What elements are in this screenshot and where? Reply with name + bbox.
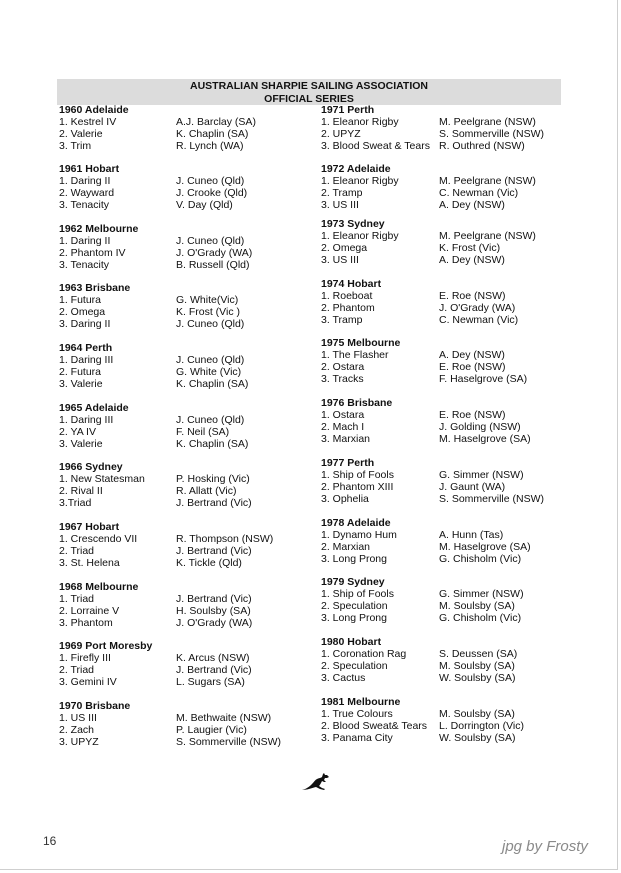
boat-placing: 1. Dynamo Hum (321, 529, 397, 541)
boat-placing: 2. Phantom IV (59, 247, 126, 259)
championship-title: 1970 Brisbane (59, 700, 131, 712)
championship-entry (59, 640, 319, 688)
boat-placing: 1. Daring II (59, 175, 111, 187)
skipper-name: J. O'Grady (WA) (439, 302, 516, 314)
boat-placing: 3. US III (321, 254, 359, 266)
boat-placing: 2. Triad (59, 664, 95, 676)
result-row (321, 116, 561, 128)
skipper-name: J. Cuneo (Qld) (176, 414, 245, 426)
result-row (59, 676, 319, 688)
result-row (321, 230, 561, 242)
championship-title: 1971 Perth (321, 104, 375, 116)
result-row (59, 664, 319, 676)
skipper-name: S. Sommerville (NSW) (439, 128, 545, 140)
championship-title: 1976 Brisbane (321, 397, 393, 409)
championship-entry (59, 163, 319, 211)
championship-entry (59, 342, 319, 390)
result-row (59, 438, 319, 450)
championship-title: 1962 Melbourne (59, 223, 139, 235)
result-row (321, 529, 561, 541)
result-row (59, 497, 319, 509)
boat-placing: 3. Long Prong (321, 612, 387, 624)
boat-placing: 3. Valerie (59, 378, 103, 390)
skipper-name: M. Peelgrane (NSW) (439, 116, 536, 128)
result-row (321, 720, 561, 732)
championship-entry (59, 282, 319, 330)
result-row (321, 199, 561, 211)
skipper-name: F. Neil (SA) (176, 426, 230, 438)
boat-placing: 2. Speculation (321, 600, 388, 612)
page-number: 16 (43, 834, 57, 848)
skipper-name: R. Thompson (NSW) (176, 533, 274, 545)
result-row (59, 235, 319, 247)
result-row (59, 366, 319, 378)
skipper-name: K. Tickle (Qld) (176, 557, 242, 569)
boat-placing: 1. US III (59, 712, 97, 724)
championship-title: 1981 Melbourne (321, 696, 401, 708)
boat-placing: 2. Tramp (321, 187, 363, 199)
skipper-name: S. Sommerville (NSW) (176, 736, 282, 748)
skipper-name: L. Dorrington (Vic) (439, 720, 525, 732)
result-row (321, 175, 561, 187)
boat-placing: 1. Ship of Fools (321, 469, 394, 481)
skipper-name: M. Haselgrove (SA) (439, 541, 531, 553)
boat-placing: 1. Daring III (59, 354, 114, 366)
skipper-name: G. White(Vic) (176, 294, 239, 306)
boat-placing: 3. Ophelia (321, 493, 369, 505)
boat-placing: 2. Omega (59, 306, 106, 318)
skipper-name: C. Newman (Vic) (439, 187, 519, 199)
result-row (59, 259, 319, 271)
boat-placing: 2. UPYZ (321, 128, 361, 140)
boat-placing: 1. Coronation Rag (321, 648, 407, 660)
boat-placing: 1. Crescendo VII (59, 533, 138, 545)
result-row (321, 421, 561, 433)
championship-entry (321, 517, 561, 565)
boat-placing: 3. Trim (59, 140, 92, 152)
boat-placing: 3.Triad (59, 497, 92, 509)
result-row (59, 605, 319, 617)
document-header (57, 79, 561, 105)
skipper-name: C. Newman (Vic) (439, 314, 519, 326)
result-row (59, 617, 319, 629)
championship-title: 1960 Adelaide (59, 104, 129, 116)
boat-placing: 2. Speculation (321, 660, 388, 672)
boat-placing: 1. Firefly III (59, 652, 111, 664)
kangaroo-icon (300, 770, 332, 792)
boat-placing: 1. Eleanor Rigby (321, 116, 399, 128)
skipper-name: M. Soulsby (SA) (439, 600, 515, 612)
skipper-name: A. Dey (NSW) (439, 349, 505, 361)
skipper-name: A. Dey (NSW) (439, 254, 505, 266)
boat-placing: 1. Kestrel IV (59, 116, 117, 128)
boat-placing: 2. Triad (59, 545, 95, 557)
boat-placing: 3. Tramp (321, 314, 363, 326)
boat-placing: 3. Blood Sweat & Tears (321, 140, 430, 152)
skipper-name: H. Soulsby (SA) (176, 605, 251, 617)
result-row (321, 361, 561, 373)
boat-placing: 2. Wayward (59, 187, 115, 199)
result-row (59, 593, 319, 605)
skipper-name: J. Bertrand (Vic) (176, 545, 252, 557)
result-row (321, 648, 561, 660)
skipper-name: K. Chaplin (SA) (176, 438, 249, 450)
boat-placing: 3. Tenacity (59, 199, 110, 211)
skipper-name: M. Soulsby (SA) (439, 660, 515, 672)
boat-placing: 3. Valerie (59, 438, 103, 450)
boat-placing: 1. Triad (59, 593, 95, 605)
boat-placing: 2. Mach I (321, 421, 365, 433)
result-row (59, 533, 319, 545)
result-row (59, 557, 319, 569)
boat-placing: 1. Daring II (59, 235, 111, 247)
result-row (59, 724, 319, 736)
result-row (321, 242, 561, 254)
result-row (321, 290, 561, 302)
result-row (59, 247, 319, 259)
boat-placing: 2. Lorraine V (59, 605, 120, 617)
championship-entry (321, 696, 561, 744)
boat-placing: 2. Phantom XIII (321, 481, 394, 493)
result-row (59, 354, 319, 366)
boat-placing: 1. Eleanor Rigby (321, 230, 399, 242)
boat-placing: 2. Valerie (59, 128, 103, 140)
skipper-name: A.J. Barclay (SA) (176, 116, 256, 128)
result-row (321, 660, 561, 672)
boat-placing: 3. Cactus (321, 672, 366, 684)
skipper-name: J. Crooke (Qld) (176, 187, 248, 199)
boat-placing: 2. Zach (59, 724, 95, 736)
skipper-name: R. Lynch (WA) (176, 140, 244, 152)
result-row (59, 318, 319, 330)
boat-placing: 3. Panama City (321, 732, 393, 744)
result-row (59, 140, 319, 152)
boat-placing: 3. Long Prong (321, 553, 387, 565)
boat-placing: 3. UPYZ (59, 736, 99, 748)
result-row (321, 481, 561, 493)
boat-placing: 1. Ship of Fools (321, 588, 394, 600)
skipper-name: J. Cuneo (Qld) (176, 175, 245, 187)
championship-title: 1973 Sydney (321, 218, 385, 230)
skipper-name: P. Hosking (Vic) (176, 473, 250, 485)
skipper-name: K. Frost (Vic) (439, 242, 501, 254)
skipper-name: S. Deussen (SA) (439, 648, 518, 660)
result-row (321, 541, 561, 553)
skipper-name: J. Cuneo (Qld) (176, 235, 245, 247)
skipper-name: B. Russell (Qld) (176, 259, 250, 271)
skipper-name: G. Simmer (NSW) (439, 588, 524, 600)
skipper-name: J. Cuneo (Qld) (176, 354, 245, 366)
skipper-name: M. Peelgrane (NSW) (439, 175, 536, 187)
skipper-name: J. Gaunt (WA) (439, 481, 506, 493)
boat-placing: 1. True Colours (321, 708, 393, 720)
association-title: AUSTRALIAN SHARPIE SAILING ASSOCIATION (189, 80, 428, 92)
championship-title: 1979 Sydney (321, 576, 385, 588)
championship-title: 1963 Brisbane (59, 282, 131, 294)
boat-placing: 1. Roeboat (321, 290, 373, 302)
boat-placing: 3. Phantom (59, 617, 113, 629)
championship-entry (59, 521, 319, 569)
skipper-name: F. Haselgrove (SA) (439, 373, 528, 385)
championship-title: 1966 Sydney (59, 461, 123, 473)
skipper-name: M. Peelgrane (NSW) (439, 230, 536, 242)
result-row (321, 732, 561, 744)
skipper-name: E. Roe (NSW) (439, 290, 506, 302)
skipper-name: P. Laugier (Vic) (176, 724, 247, 736)
skipper-name: V. Day (Qld) (176, 199, 233, 211)
skipper-name: M. Haselgrove (SA) (439, 433, 531, 445)
skipper-name: K. Chaplin (SA) (176, 378, 249, 390)
result-row (59, 306, 319, 318)
boat-placing: 2. Marxian (321, 541, 371, 553)
championship-title: 1964 Perth (59, 342, 113, 354)
boat-placing: 2. Blood Sweat& Tears (321, 720, 428, 732)
result-row (59, 378, 319, 390)
skipper-name: J. Golding (NSW) (439, 421, 521, 433)
boat-placing: 2. Ostara (321, 361, 365, 373)
championship-entry (59, 581, 319, 629)
skipper-name: M. Soulsby (SA) (439, 708, 515, 720)
boat-placing: 2. YA IV (59, 426, 96, 438)
championship-entry (321, 457, 561, 505)
result-row (59, 414, 319, 426)
boat-placing: 2. Phantom (321, 302, 375, 314)
result-row (321, 314, 561, 326)
championship-title: 1965 Adelaide (59, 402, 129, 414)
result-row (59, 294, 319, 306)
championship-entry (59, 461, 319, 509)
championship-entry (321, 397, 561, 445)
boat-placing: 3. Gemini IV (59, 676, 117, 688)
championship-title: 1975 Melbourne (321, 337, 401, 349)
result-row (321, 433, 561, 445)
championship-entry (321, 278, 561, 326)
skipper-name: J. Bertrand (Vic) (176, 497, 252, 509)
boat-placing: 3. Tenacity (59, 259, 110, 271)
result-row (59, 116, 319, 128)
championship-entry (59, 402, 319, 450)
skipper-name: S. Sommerville (NSW) (439, 493, 545, 505)
championship-entry (59, 223, 319, 271)
championship-entry (321, 636, 561, 684)
championship-title: 1967 Hobart (59, 521, 120, 533)
result-row (59, 545, 319, 557)
championship-title: 1977 Perth (321, 457, 375, 469)
result-row (59, 175, 319, 187)
boat-placing: 2. Rival II (59, 485, 103, 497)
skipper-name: W. Soulsby (SA) (439, 732, 516, 744)
result-row (321, 349, 561, 361)
result-row (59, 187, 319, 199)
championship-title: 1969 Port Moresby (59, 640, 153, 652)
result-row (59, 485, 319, 497)
championship-title: 1974 Hobart (321, 278, 382, 290)
result-row (59, 473, 319, 485)
boat-placing: 3. St. Helena (59, 557, 120, 569)
series-title: OFFICIAL SERIES (264, 92, 354, 105)
result-row (321, 612, 561, 624)
result-row (321, 588, 561, 600)
boat-placing: 1. Futura (59, 294, 102, 306)
skipper-name: R. Outhred (NSW) (439, 140, 525, 152)
result-row (321, 140, 561, 152)
skipper-name: K. Chaplin (SA) (176, 128, 249, 140)
skipper-name: M. Bethwaite (NSW) (176, 712, 272, 724)
skipper-name: K. Arcus (NSW) (176, 652, 250, 664)
skipper-name: J. O'Grady (WA) (176, 617, 253, 629)
skipper-name: G. Chisholm (Vic) (439, 612, 522, 624)
boat-placing: 2. Omega (321, 242, 368, 254)
skipper-name: E. Roe (NSW) (439, 409, 506, 421)
skipper-name: R. Allatt (Vic) (176, 485, 237, 497)
boat-placing: 3. Daring II (59, 318, 111, 330)
championship-title: 1968 Melbourne (59, 581, 139, 593)
result-row (321, 254, 561, 266)
boat-placing: 1. New Statesman (59, 473, 145, 485)
skipper-name: G. Simmer (NSW) (439, 469, 524, 481)
boat-placing: 3. Tracks (321, 373, 364, 385)
result-row (321, 553, 561, 565)
boat-placing: 2. Futura (59, 366, 102, 378)
championship-entry (321, 163, 561, 211)
championship-title: 1980 Hobart (321, 636, 382, 648)
skipper-name: G. White (Vic) (176, 366, 242, 378)
championship-entry (59, 700, 319, 748)
championship-title: 1961 Hobart (59, 163, 120, 175)
skipper-name: A. Hunn (Tas) (439, 529, 504, 541)
skipper-name: A. Dey (NSW) (439, 199, 505, 211)
championship-entry (321, 104, 561, 152)
skipper-name: J. Bertrand (Vic) (176, 664, 252, 676)
boat-placing: 1. Ostara (321, 409, 365, 421)
result-row (321, 409, 561, 421)
result-row (321, 128, 561, 140)
result-row (59, 652, 319, 664)
result-row (321, 373, 561, 385)
boat-placing: 3. Marxian (321, 433, 371, 445)
skipper-name: W. Soulsby (SA) (439, 672, 516, 684)
result-row (321, 302, 561, 314)
championship-title: 1972 Adelaide (321, 163, 391, 175)
skipper-name: J. Bertrand (Vic) (176, 593, 252, 605)
result-row (321, 469, 561, 481)
skipper-name: L. Sugars (SA) (176, 676, 245, 688)
skipper-name: K. Frost (Vic ) (176, 306, 240, 318)
boat-placing: 1. Daring III (59, 414, 114, 426)
result-row (59, 128, 319, 140)
championship-entry (321, 337, 561, 385)
championship-entry (321, 576, 561, 624)
skipper-name: J. O'Grady (WA) (176, 247, 253, 259)
championship-title: 1978 Adelaide (321, 517, 391, 529)
result-row (321, 708, 561, 720)
skipper-name: G. Chisholm (Vic) (439, 553, 522, 565)
skipper-name: J. Cuneo (Qld) (176, 318, 245, 330)
boat-placing: 1. Eleanor Rigby (321, 175, 399, 187)
result-row (321, 672, 561, 684)
result-row (59, 426, 319, 438)
result-row (59, 199, 319, 211)
boat-placing: 1. The Flasher (321, 349, 389, 361)
image-credit: jpg by Frosty (502, 838, 588, 855)
result-row (321, 187, 561, 199)
result-row (59, 712, 319, 724)
skipper-name: E. Roe (NSW) (439, 361, 506, 373)
result-row (321, 600, 561, 612)
championship-entry (321, 218, 561, 266)
result-row (321, 493, 561, 505)
result-row (59, 736, 319, 748)
boat-placing: 3. US III (321, 199, 359, 211)
championship-entry (59, 104, 319, 152)
